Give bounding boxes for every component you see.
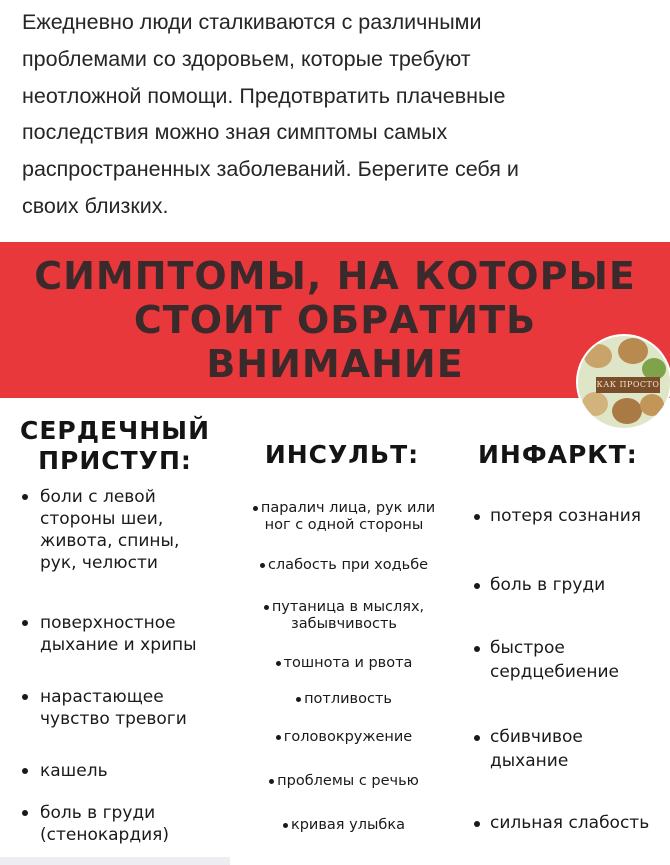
stroke-item xyxy=(226,655,462,672)
bullet-icon xyxy=(283,823,288,828)
nuts-logo-icon xyxy=(578,336,670,428)
infarct-item-text: сбивчивое дыхание xyxy=(490,727,583,771)
infarct-item-text: сильная слабость xyxy=(490,813,650,833)
bullet-icon xyxy=(253,506,258,511)
stroke-item xyxy=(226,729,462,746)
bullet-icon xyxy=(474,583,480,589)
infarct-heading: ИНФАРКТ: xyxy=(478,440,638,469)
stroke-item-text: тошнота и рвота xyxy=(283,655,413,671)
infarct-item xyxy=(474,573,605,597)
bullet-icon xyxy=(474,646,480,652)
stroke-item-text: слабость при ходьбе xyxy=(267,557,429,573)
heart-attack-item-text: боли с левой стороны шеи, живота, спины, рук, челюсти xyxy=(40,487,180,573)
heart-attack-item-text: кашель xyxy=(40,761,108,781)
stroke-item-text: паралич лица, рук или ног с одной стороны xyxy=(260,500,436,533)
heart-attack-item xyxy=(22,760,108,782)
infarct-item-text: боль в груди xyxy=(490,575,606,595)
nut-icon xyxy=(582,392,608,416)
bullet-icon xyxy=(276,735,281,740)
heart-attack-heading-line2: ПРИСТУП: xyxy=(38,446,192,475)
bullet-icon xyxy=(276,661,281,666)
infarct-item-text: потеря сознания xyxy=(490,506,642,526)
stroke-item xyxy=(226,557,462,574)
heart-attack-item-text: поверхностное дыхание и хрипы xyxy=(40,613,197,655)
bullet-icon xyxy=(22,810,28,816)
stroke-item xyxy=(226,773,462,790)
stroke-item-text: кривая улыбка xyxy=(290,817,406,833)
heart-attack-heading-line1: СЕРДЕЧНЫЙ xyxy=(19,416,211,445)
bullet-icon xyxy=(296,697,301,702)
heart-attack-item xyxy=(22,486,179,574)
intro-paragraph: Ежедневно люди сталкиваются с различными проблемами со здоровьем, которые требуют неотложной помощи. Предотвратить плачевные последствия можно зная симптомы самых распространенных заболеваний. Берегите себя и своих близких. xyxy=(22,10,519,218)
banner-title-line1: СИМПТОМЫ, НА КОТОРЫЕ xyxy=(34,254,636,298)
bullet-icon xyxy=(474,514,480,520)
stroke-item xyxy=(226,691,462,708)
infarct-item xyxy=(474,811,649,835)
bullet-icon xyxy=(269,779,274,784)
nut-icon xyxy=(612,398,642,424)
heart-attack-heading xyxy=(4,416,226,476)
stroke-item xyxy=(226,500,462,534)
bullet-icon xyxy=(474,821,480,827)
heart-attack-item xyxy=(22,612,197,656)
stroke-item xyxy=(226,817,462,834)
infarct-item xyxy=(474,725,583,773)
banner-title xyxy=(0,254,670,386)
infarct-item-text: быстрое сердцебиение xyxy=(490,638,619,682)
infarct-item xyxy=(474,636,619,684)
stroke-heading: ИНСУЛЬТ: xyxy=(264,440,420,469)
infarct-item xyxy=(474,504,641,528)
bullet-icon xyxy=(264,605,269,610)
nut-icon xyxy=(640,394,664,416)
stroke-item-text: путаница в мыслях, забывчивость xyxy=(271,599,425,632)
bullet-icon xyxy=(474,735,480,741)
bullet-icon xyxy=(22,694,28,700)
stroke-item-text: потливость xyxy=(304,691,392,707)
nut-icon xyxy=(584,344,612,368)
stroke-item-text: проблемы с речью xyxy=(277,773,419,789)
heart-attack-item xyxy=(22,686,187,730)
logo-label: КАК ПРОСТО xyxy=(596,377,660,393)
heart-attack-item-text: боль в груди (стенокардия) xyxy=(40,803,169,845)
heart-attack-item-text: нарастающее чувство тревоги xyxy=(40,687,187,729)
stroke-item xyxy=(226,599,462,633)
heart-attack-item xyxy=(22,802,169,846)
bottom-divider xyxy=(0,857,230,865)
bullet-icon xyxy=(22,494,28,500)
nut-icon xyxy=(618,338,648,364)
banner-title-line2: СТОИТ ОБРАТИТЬ ВНИМАНИЕ xyxy=(133,298,537,386)
bullet-icon xyxy=(260,563,265,568)
stroke-item-text: головокружение xyxy=(283,729,413,745)
bullet-icon xyxy=(22,620,28,626)
bullet-icon xyxy=(22,768,28,774)
